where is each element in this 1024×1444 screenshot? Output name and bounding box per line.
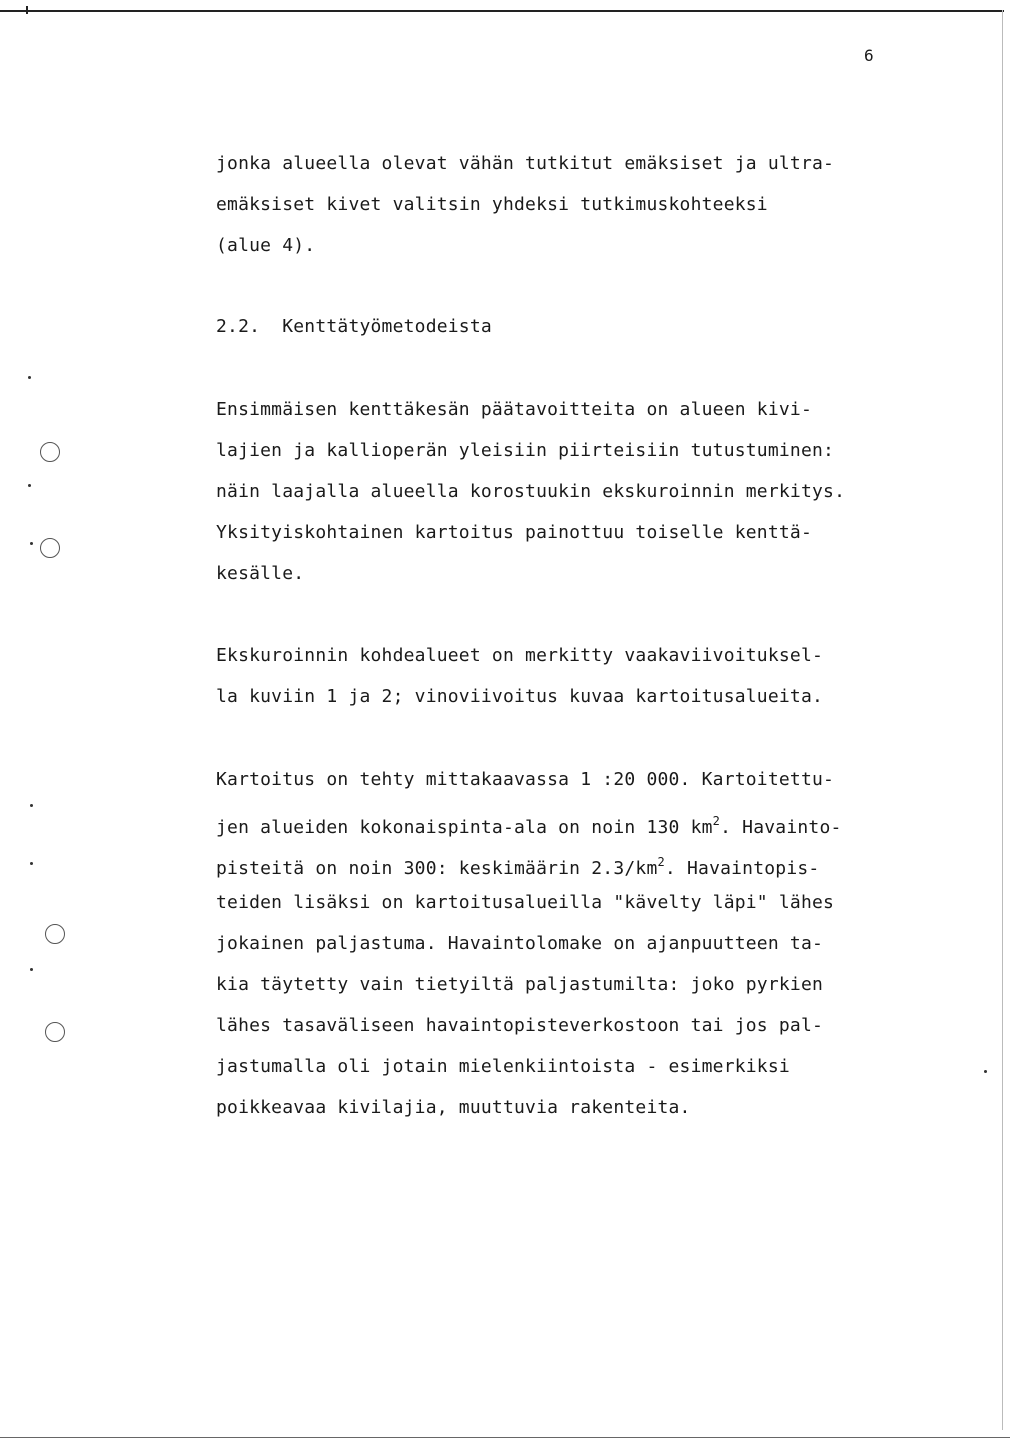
paragraph-line: Ekskuroinnin kohdealueet on merkitty vaakaviivoituksel-: [216, 645, 824, 666]
section-heading: 2.2. Kenttätyömetodeista: [216, 316, 492, 337]
paragraph-line: lajien ja kallioperän yleisiin piirteisiin tutustuminen:: [216, 440, 835, 461]
top-rule: [0, 10, 1004, 12]
page-number: 6: [864, 46, 874, 65]
paragraph-line: [216, 851, 819, 880]
paragraph-line: jastumalla oli jotain mielenkiintoista - esimerkiksi: [216, 1056, 790, 1077]
superscript: 2: [712, 814, 721, 828]
scan-mark: [30, 968, 33, 971]
scan-mark: [28, 484, 31, 487]
paragraph-line: kia täytetty vain tietyiltä paljastumilta: joko pyrkien: [216, 974, 824, 995]
scan-mark: [30, 804, 33, 807]
punch-hole-icon: [40, 442, 60, 462]
paragraph-line: näin laajalla alueella korostuukin ekskuroinnin merkitys.: [216, 481, 846, 502]
paragraph-text: pisteitä on noin 300: keskimäärin 2.3/km: [216, 858, 658, 879]
intro-line: emäksiset kivet valitsin yhdeksi tutkimuskohteeksi: [216, 194, 768, 215]
paragraph-line: Kartoitus on tehty mittakaavassa 1 :20 000. Kartoitettu-: [216, 769, 835, 790]
scan-mark: [30, 862, 33, 865]
scan-mark: [30, 542, 33, 545]
paragraph-line: Yksityiskohtainen kartoitus painottuu toiselle kenttä-: [216, 522, 812, 543]
punch-hole-icon: [40, 538, 60, 558]
punch-hole-icon: [45, 924, 65, 944]
paragraph-text: . Havainto-: [720, 817, 842, 838]
paragraph-text: . Havaintopis-: [664, 858, 820, 879]
scan-mark: [984, 1070, 987, 1073]
paragraph-line: lähes tasaväliseen havaintopisteverkostoon tai jos pal-: [216, 1015, 824, 1036]
top-tick-mark: [26, 6, 34, 14]
punch-hole-icon: [45, 1022, 65, 1042]
paragraph-line: jokainen paljastuma. Havaintolomake on ajanpuutteen ta-: [216, 933, 824, 954]
paragraph-line: Ensimmäisen kenttäkesän päätavoitteita on alueen kivi-: [216, 399, 812, 420]
paragraph-line: [216, 810, 842, 839]
paragraph-line: teiden lisäksi on kartoitusalueilla "kävelty läpi" lähes: [216, 892, 835, 913]
bottom-rule: [0, 1437, 1010, 1438]
paragraph-text: jen alueiden kokonaispinta-ala on noin 130 km: [216, 817, 713, 838]
scan-mark: [28, 376, 31, 379]
paragraph-line: kesälle.: [216, 563, 305, 584]
intro-line: (alue 4).: [216, 235, 316, 256]
right-edge-rule: [1002, 10, 1003, 1430]
superscript: 2: [657, 855, 665, 869]
paragraph-line: poikkeavaa kivilajia, muuttuvia rakenteita.: [216, 1097, 691, 1118]
intro-line: jonka alueella olevat vähän tutkitut emäksiset ja ultra-: [216, 153, 835, 174]
paragraph-line: la kuviin 1 ja 2; vinoviivoitus kuvaa kartoitusalueita.: [216, 686, 824, 707]
